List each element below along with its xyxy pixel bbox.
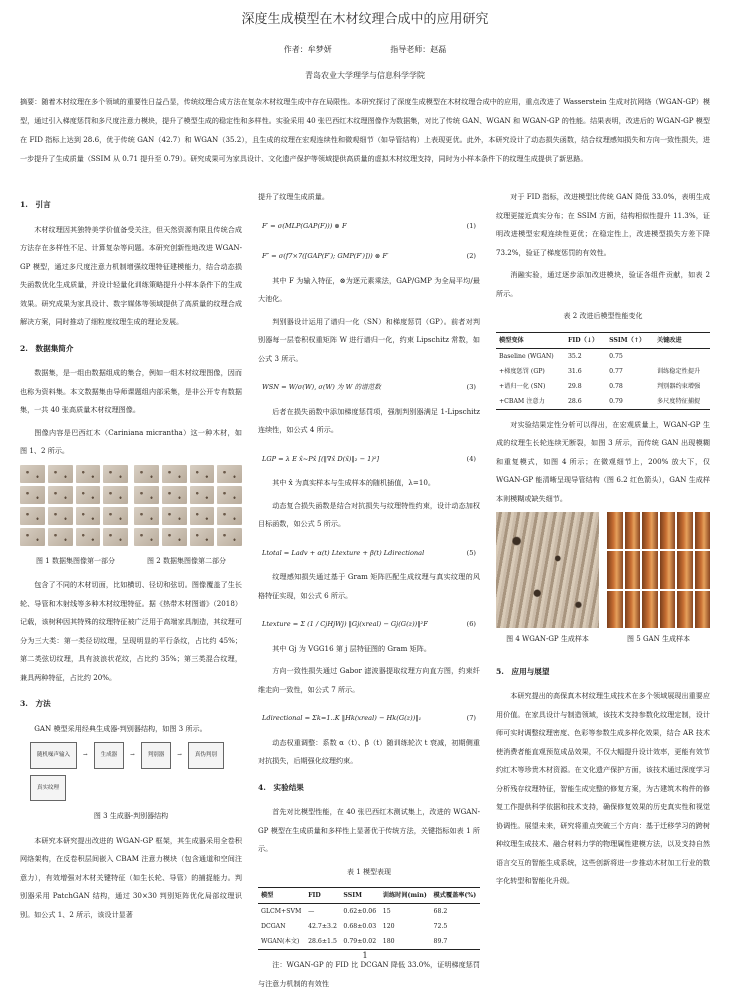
figure-1 <box>20 465 128 546</box>
figure-2-caption: 图 2 数据集图像第二部分 <box>147 556 226 565</box>
table-cell: 68.2 <box>433 908 448 915</box>
paragraph: GAN 模型采用经典生成器-判别器结构，如图 3 所示。 <box>34 723 207 733</box>
figure-5 <box>607 512 710 655</box>
arrow-icon: → <box>130 752 135 758</box>
paragraph: 提升了纹理生成质量。 <box>258 192 329 201</box>
table-cell: 0.78 <box>609 382 623 390</box>
equation-number: (7) <box>466 714 476 722</box>
table-cell: 89.7 <box>433 938 448 945</box>
table-row <box>258 934 480 950</box>
dataset-thumbnails-2 <box>134 465 242 546</box>
figure-3-diagram <box>30 742 242 769</box>
table-cell: 42.7±3.2 <box>308 923 337 930</box>
column-3 <box>496 188 710 895</box>
table-cell: 72.5 <box>433 923 448 930</box>
table-row <box>258 919 480 934</box>
table-header: 训练时间(min) <box>382 892 427 899</box>
abstract: 摘要：随着木材纹理在多个领域的重要性日益凸显，传统纹理合成方法在复杂木材纹理生成中存在局限性。本研究探讨了深度生成模型在木材纹理合成中的应用，重点改进了 Wasserstein 生成对抗网络（WGAN-GP）模型，通过引入梯度惩罚和多尺度注意力模块，提升了模型生成的稳定性和多样性。实验采用 40 张巴西红木纹理图像作为数据集，对比了传统 GAN、WGAN 和 WGAN-GP 的性能。结果表明，改进后的 WGAN-GP 模型在 FID 指标上达到 28.6，优于传统 GAN（42.7）和 WGAN（35.2），且生成的纹理在宏观连续性和微观细节（如导管结构）上表现更优。此外，本研究设计了动态损失函数，结合纹理感知损失和方向一致性损失，进一步提升了生成质量（SSIM 从 0.71 提升至 0.79）。研究成果可为家具设计、文化遗产保护等领域提供高质量的虚拟木材纹理支持，同时为小样本条件下的纹理生成提供了新思路。 <box>20 97 710 163</box>
equation-number: (2) <box>466 252 476 260</box>
paragraph: 动态权重调整：系数 α（t）、β（t）随训练轮次 t 衰减，初期侧重对抗损失，后期强化纹理约束。 <box>258 737 480 765</box>
section-heading-applications: 5. 应用与展望 <box>496 666 550 676</box>
figure-3-caption: 图 3 生成器-判别器结构 <box>93 812 169 820</box>
equation-6 <box>258 609 480 640</box>
affiliation: 青岛农业大学理学与信息科学学院 <box>305 71 425 80</box>
table-cell: 训练稳定性提升 <box>656 367 701 375</box>
table-row <box>496 364 710 379</box>
figure-4 <box>496 512 599 655</box>
table-row <box>496 394 710 410</box>
equation-body: Ltotal = Ladv + α(t) Ltexture + β(t) Ldirectional <box>262 548 425 557</box>
section-heading-results: 4. 实验结果 <box>258 782 304 792</box>
figure-3-diagram-row2 <box>30 775 242 802</box>
figure-5-caption: 图 5 GAN 生成样本 <box>627 635 690 643</box>
table-cell: 29.8 <box>567 382 582 390</box>
table-cell: DCGAN <box>261 923 286 930</box>
table-cell: 28.6±1.5 <box>308 938 337 945</box>
table-cell: Baseline (WGAN) <box>499 352 554 360</box>
section-heading-method: 3. 方法 <box>20 699 51 708</box>
figure-1-2 <box>20 465 242 546</box>
paragraph: 后者在损失函数中添加梯度惩罚项，强制判别器满足 1-Lipschitz 连续性，如公式 4 所示。 <box>258 406 480 434</box>
table-row <box>496 348 710 364</box>
table-cell: 0.75 <box>609 352 623 360</box>
flow-node: 真实纹理 <box>30 775 66 802</box>
table-header: SSIM（↑） <box>609 336 646 344</box>
equation-body: LGP = λ E x̂~Px̂ [(‖∇x̂ D(x̂)‖₂ − 1)²] <box>262 454 380 463</box>
paragraph: 其中 Gj 为 VGG16 第 j 层特征图的 Gram 矩阵。 <box>272 643 431 653</box>
paragraph: 本研究提出的高保真木材纹理生成技术在多个领域展现出重要应用价值。在家具设计与制造领域，该技术支持参数化纹理定制，设计师可实时调整纹理密度、色彩等参数生成多样化效果，结合 AR 技术使消费者能直观预览成品效果，不仅大幅提升设计效率，更能有效节约红木等珍贵木材资源。在文化遗产保护方面，该技术通过深度学习分析残存纹理特征，智能生成完整的修复方案，为古建筑木构件的修复工作提供科学依据和技术支持，确保修复效果的历史真实性和视觉协调性。展望未来，研究将重点突破三个方向：基于迁移学习的跨树种纹理生成技术、融合材料力学的物理属性建模方法，以及支持自然语言交互的智能生成系统，这些创新将进一步推动木材加工行业的数字化转型和智能化升级。 <box>496 691 710 885</box>
paper-title: 深度生成模型在木材纹理合成中的应用研究 <box>241 12 489 27</box>
table-cell: 0.79±0.02 <box>343 938 377 945</box>
table-cell: WGAN(本文) <box>261 938 300 945</box>
equation-number: (4) <box>466 454 476 463</box>
equation-2 <box>258 241 480 272</box>
arrow-icon: → <box>83 752 88 758</box>
paragraph: 图像内容是巴西红木（Cariniana micrantha）这一种木材，如图 1、2 所示。 <box>20 427 242 455</box>
table-header: SSIM <box>343 892 362 899</box>
paragraph: 对实验结果定性分析可以得出，在宏观质量上，WGAN-GP 生成的纹理生长轮连续无断裂，如图 3 所示，而传统 GAN 出现模糊和重复模式，如图 4 所示；在微观细节上，200% 放大下，仅 WGAN-GP 能清晰呈现导管结构（图 6.2 红色箭头），GAN 生成样本则模糊或缺失细节。 <box>496 419 710 503</box>
equation-number: (5) <box>466 548 476 557</box>
equation-7 <box>258 703 480 734</box>
flow-node: 真伪判别 <box>188 742 224 769</box>
author: 作者：牟梦妍 <box>283 45 332 54</box>
section-heading-dataset: 2. 数据集简介 <box>20 343 74 353</box>
paragraph: 木材纹理因其独特美学价值备受关注，但天然资源有限且传统合成方法存在多样性不足、计算复杂等问题。本研究创新性地改进 WGAN-GP 模型，通过多尺度注意力机制增强纹理特征建模能力，结合动态损失函数优化生成质量，并设计轻量化训练策略提升小样本条件下的生成效果。研究成果为家具设计、数字媒体等领域提供了高质量的纹理合成解决方案，同时推动了细粒度纹理生成的理论发展。 <box>20 224 242 326</box>
equation-5 <box>258 538 480 569</box>
authors-line <box>0 44 730 55</box>
table-2-title: 表 2 改进后模型性能变化 <box>563 312 643 320</box>
paragraph: 首先对比模型性能，在 40 张巴西红木测试集上，改进的 WGAN-GP 模型在生成质量和多样性上显著优于传统方法，关键指标如表 1 所示。 <box>258 807 480 853</box>
equation-body: F″ = σ(f7×7([GAP(F′); GMP(F′)])) ⊗ F′ <box>262 252 389 260</box>
figure-captions <box>20 550 242 577</box>
paragraph: 其中 x̂ 为真实样本与生成样本的随机插值，λ=10。 <box>272 478 435 487</box>
page-number: 1 <box>362 951 368 960</box>
table-row <box>258 904 480 920</box>
section-heading-intro: 1. 引言 <box>20 200 51 209</box>
equation-body: Ldirectional = Σk=1..K ‖Hk(xreal) − Hk(G(z))‖₁ <box>262 714 422 722</box>
figure-4-caption: 图 4 WGAN-GP 生成样本 <box>506 635 589 643</box>
column-1 <box>20 188 242 928</box>
table-cell: 120 <box>382 923 395 930</box>
table-cell: 0.62±0.06 <box>343 908 377 915</box>
paragraph: 消融实验，通过逐步添加改进模块，验证各组件贡献，如表 2 所示。 <box>496 270 710 298</box>
paragraph: 包含了不同的木材切面，比如横切、径切和弦切。图像覆盖了生长轮、导管和木射线等多种木材纹理特征。据《热带木材图谱》（2018）记载，该树种因其特殊的纹理特征被广泛用于高端家具制造，其纹理可分为三大类：第一类径切纹理，呈现明显的平行条纹，占比约 45%；第二类弦切纹理，具有波浪状花纹，占比约 35%；第三类混合纹理，兼具两种特征，占比约 20%。 <box>20 580 242 682</box>
table-row <box>496 379 710 394</box>
paragraph: 动态复合损失函数是结合对抗损失与纹理特性约束，设计动态加权目标函数，如公式 5 所示。 <box>258 500 480 528</box>
wgan-sample-image <box>496 512 599 628</box>
paragraph: 数据集，是一组由数据组成的集合，例如一组木材纹理图像，因而也称为资料集。本文数据集由导师课题组内部采集，是非公开专有数据集，一共 40 张高质量木材纹理图像。 <box>20 368 242 414</box>
flow-node: 随机噪声输入 <box>30 742 77 769</box>
paragraph: 纹理感知损失通过基于 Gram 矩阵匹配生成纹理与真实纹理的风格特征实现，如公式 6 所示。 <box>258 572 480 600</box>
table-cell: 15 <box>382 908 391 915</box>
table-cell: GLCM+SVM <box>261 908 302 915</box>
paragraph: 方向一致性损失通过 Gabor 滤波器提取纹理方向直方图，约束纤维走向一致性，如公式 7 所示。 <box>258 666 480 694</box>
table-cell: — <box>308 908 315 915</box>
table-1-note: 注：WGAN-GP 的 FID 比 DCGAN 降低 33.0%，证明梯度惩罚与注意力机制的有效性 <box>258 960 480 988</box>
table-header: 模式覆盖率(%) <box>433 892 477 899</box>
gan-sample-image <box>607 512 710 628</box>
table-1 <box>258 887 480 950</box>
figure-4-5 <box>496 512 710 655</box>
flow-node: 判别器 <box>141 742 172 769</box>
table-cell: +梯度惩罚 (GP) <box>499 367 545 375</box>
table-cell: +谱归一化 (SN) <box>499 382 546 390</box>
table-cell: 0.68±0.03 <box>343 923 377 930</box>
equation-body: Ltexture = Σ (1 / CjHjWj) ‖Gj(xreal) − Gj(G(z))‖²F <box>262 620 428 628</box>
table-1-title: 表 1 模型表现 <box>347 867 391 876</box>
equation-3 <box>258 372 480 403</box>
equation-number: (1) <box>466 221 476 230</box>
equation-number: (6) <box>466 620 476 628</box>
figure-1-caption: 图 1 数据集图像第一部分 <box>36 556 115 565</box>
table-cell <box>654 348 710 364</box>
table-header: 模型变体 <box>499 336 524 344</box>
paragraph: 判别器设计运用了谱归一化（SN）和梯度惩罚（GP）。前者对判别器每一层卷积权重矩阵 W 进行谱归一化，约束 Lipschitz 常数，如公式 3 所示。 <box>258 316 480 363</box>
column-2 <box>258 188 480 997</box>
table-cell: 28.6 <box>567 397 582 405</box>
paragraph: 本研究本研究提出改进的 WGAN-GP 框架，其生成器采用全卷积网络架构，在反卷积层间嵌入 CBAM 注意力模块（包含通道和空间注意力），有效增强对木材关键特征（如生长轮、导管）的捕捉能力。判别器采用 PatchGAN 结构，通过 30×30 判别矩阵优化局部纹理识别。如公式 1、2 所示，该设计显著 <box>20 835 242 919</box>
table-header: 模型 <box>261 892 274 899</box>
dataset-thumbnails-1 <box>20 465 128 546</box>
equation-number: (3) <box>466 383 476 391</box>
table-header: FID <box>308 892 321 899</box>
table-cell: 0.77 <box>609 367 623 375</box>
table-cell: 31.6 <box>567 367 582 375</box>
paragraph: 对于 FID 指标，改进模型比传统 GAN 降低 33.0%，表明生成纹理更接近真实分布；在 SSIM 方面，结构相似性提升 11.3%，证明改进模型宏观连续性更优；在稳定性上，改进模型损失方差下降 73.2%，验证了梯度惩罚的有效性。 <box>496 192 710 257</box>
advisor: 指导老师：赵磊 <box>390 45 447 54</box>
table-2 <box>496 332 710 410</box>
equation-1 <box>258 211 480 242</box>
paragraph: 其中 F 为输入特征，⊗为逐元素乘法，GAP/GMP 为全局平均/最大池化。 <box>258 275 480 303</box>
table-cell: 35.2 <box>567 352 582 360</box>
equation-4 <box>258 444 480 475</box>
table-cell: 多尺度特征捕捉 <box>656 397 701 405</box>
table-header: FID（↓） <box>567 336 599 344</box>
table-cell: 180 <box>382 938 395 945</box>
figure-2 <box>134 465 242 546</box>
flow-node: 生成器 <box>94 742 125 769</box>
table-cell: +CBAM 注意力 <box>499 397 545 405</box>
table-cell: 判别器约束增强 <box>656 382 701 390</box>
table-cell: 0.79 <box>609 397 623 405</box>
arrow-icon: → <box>177 752 182 758</box>
equation-body: WSN = W/σ(W), σ(W) 为 W 的谱范数 <box>262 383 381 391</box>
table-header: 关键改进 <box>656 336 682 344</box>
equation-body: F′ = σ(MLP(GAP(F))) ⊗ F <box>262 221 347 230</box>
